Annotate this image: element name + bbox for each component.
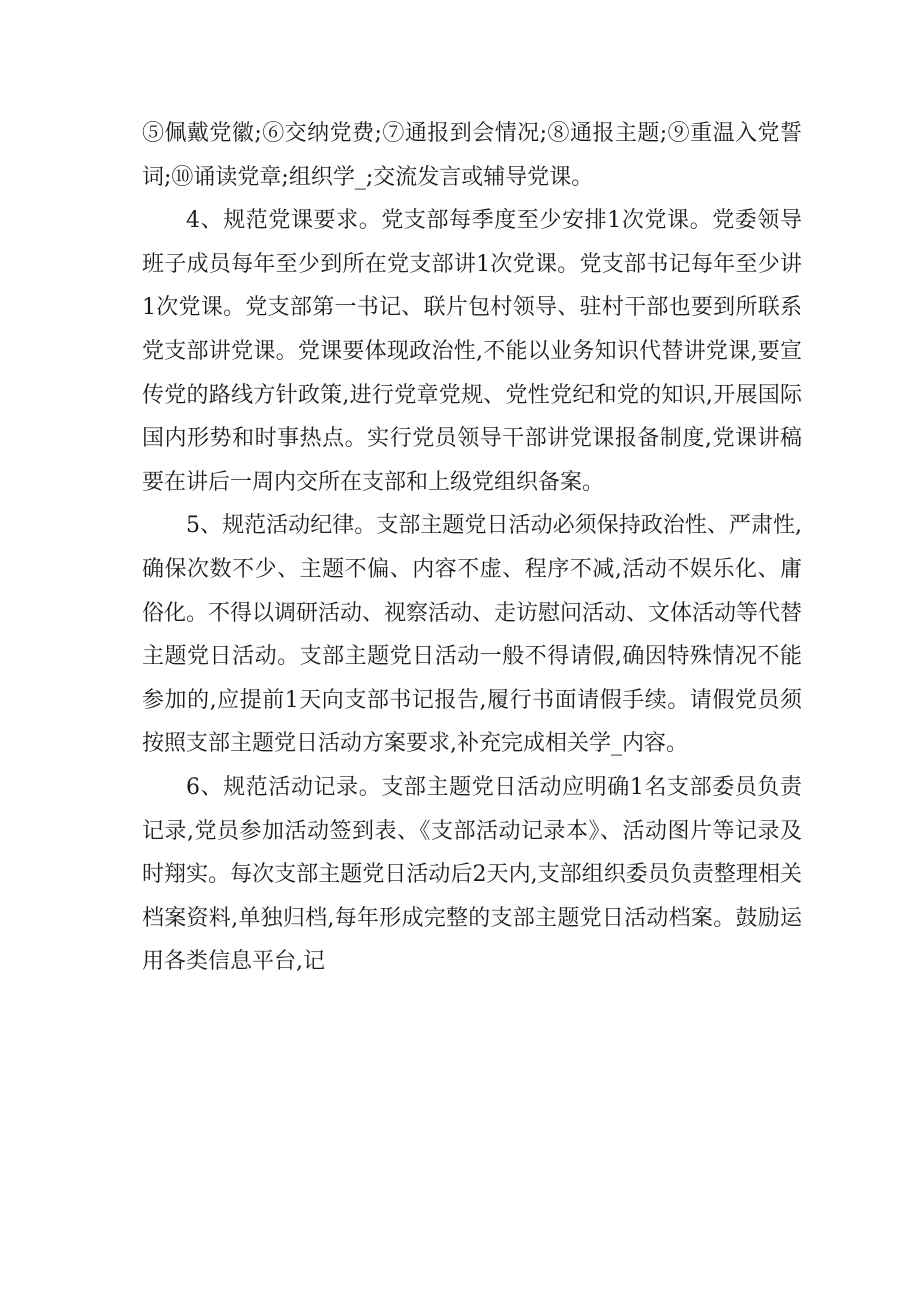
paragraph-4-party-lecture: 4、规范党课要求。党支部每季度至少安排1次党课。党委领导班子成员每年至少到所在党支部讲1次党课。党支部书记每年至少讲1次党课。党支部第一书记、联片包村领导、驻村干部也要到所联系党支部讲党课。党课要体现政治性,不能以业务知识代替讲党课,要宣传党的路线方针政策,进行党章党规、党性党纪和党的知识,开展国际国内形势和时事热点。实行党员领导干部讲党课报备制度,党课讲稿要在讲后一周内交所在支部和上级党组织备案。 xyxy=(142,208,802,495)
document-body xyxy=(142,112,802,984)
paragraph-6-activity-records: 6、规范活动记录。支部主题党日活动应明确1名支部委员负责记录,党员参加活动签到表、《支部活动记录本》、活动图片等记录及时翔实。每次支部主题党日活动后2天内,支部组织委员负责整理相关档案资料,单独归档,每年形成完整的支部主题党日活动档案。鼓励运用各类信息平台,记 xyxy=(142,774,802,975)
paragraph-continued: ⑤佩戴党徽;⑥交纳党费;⑦通报到会情况;⑧通报主题;⑨重温入党誓词;⑩诵读党章;组织学_;交流发言或辅导党课。 xyxy=(142,121,802,190)
paragraph-5-activity-discipline: 5、规范活动纪律。支部主题党日活动必须保持政治性、严肃性,确保次数不少、主题不偏、内容不虚、程序不减,活动不娱乐化、庸俗化。不得以调研活动、视察活动、走访慰问活动、文体活动等代替主题党日活动。支部主题党日活动一般不得请假,确因特殊情况不能参加的,应提前1天向支部书记报告,履行书面请假手续。请假党员须按照支部主题党日活动方案要求,补充完成相关学_内容。 xyxy=(142,513,803,757)
